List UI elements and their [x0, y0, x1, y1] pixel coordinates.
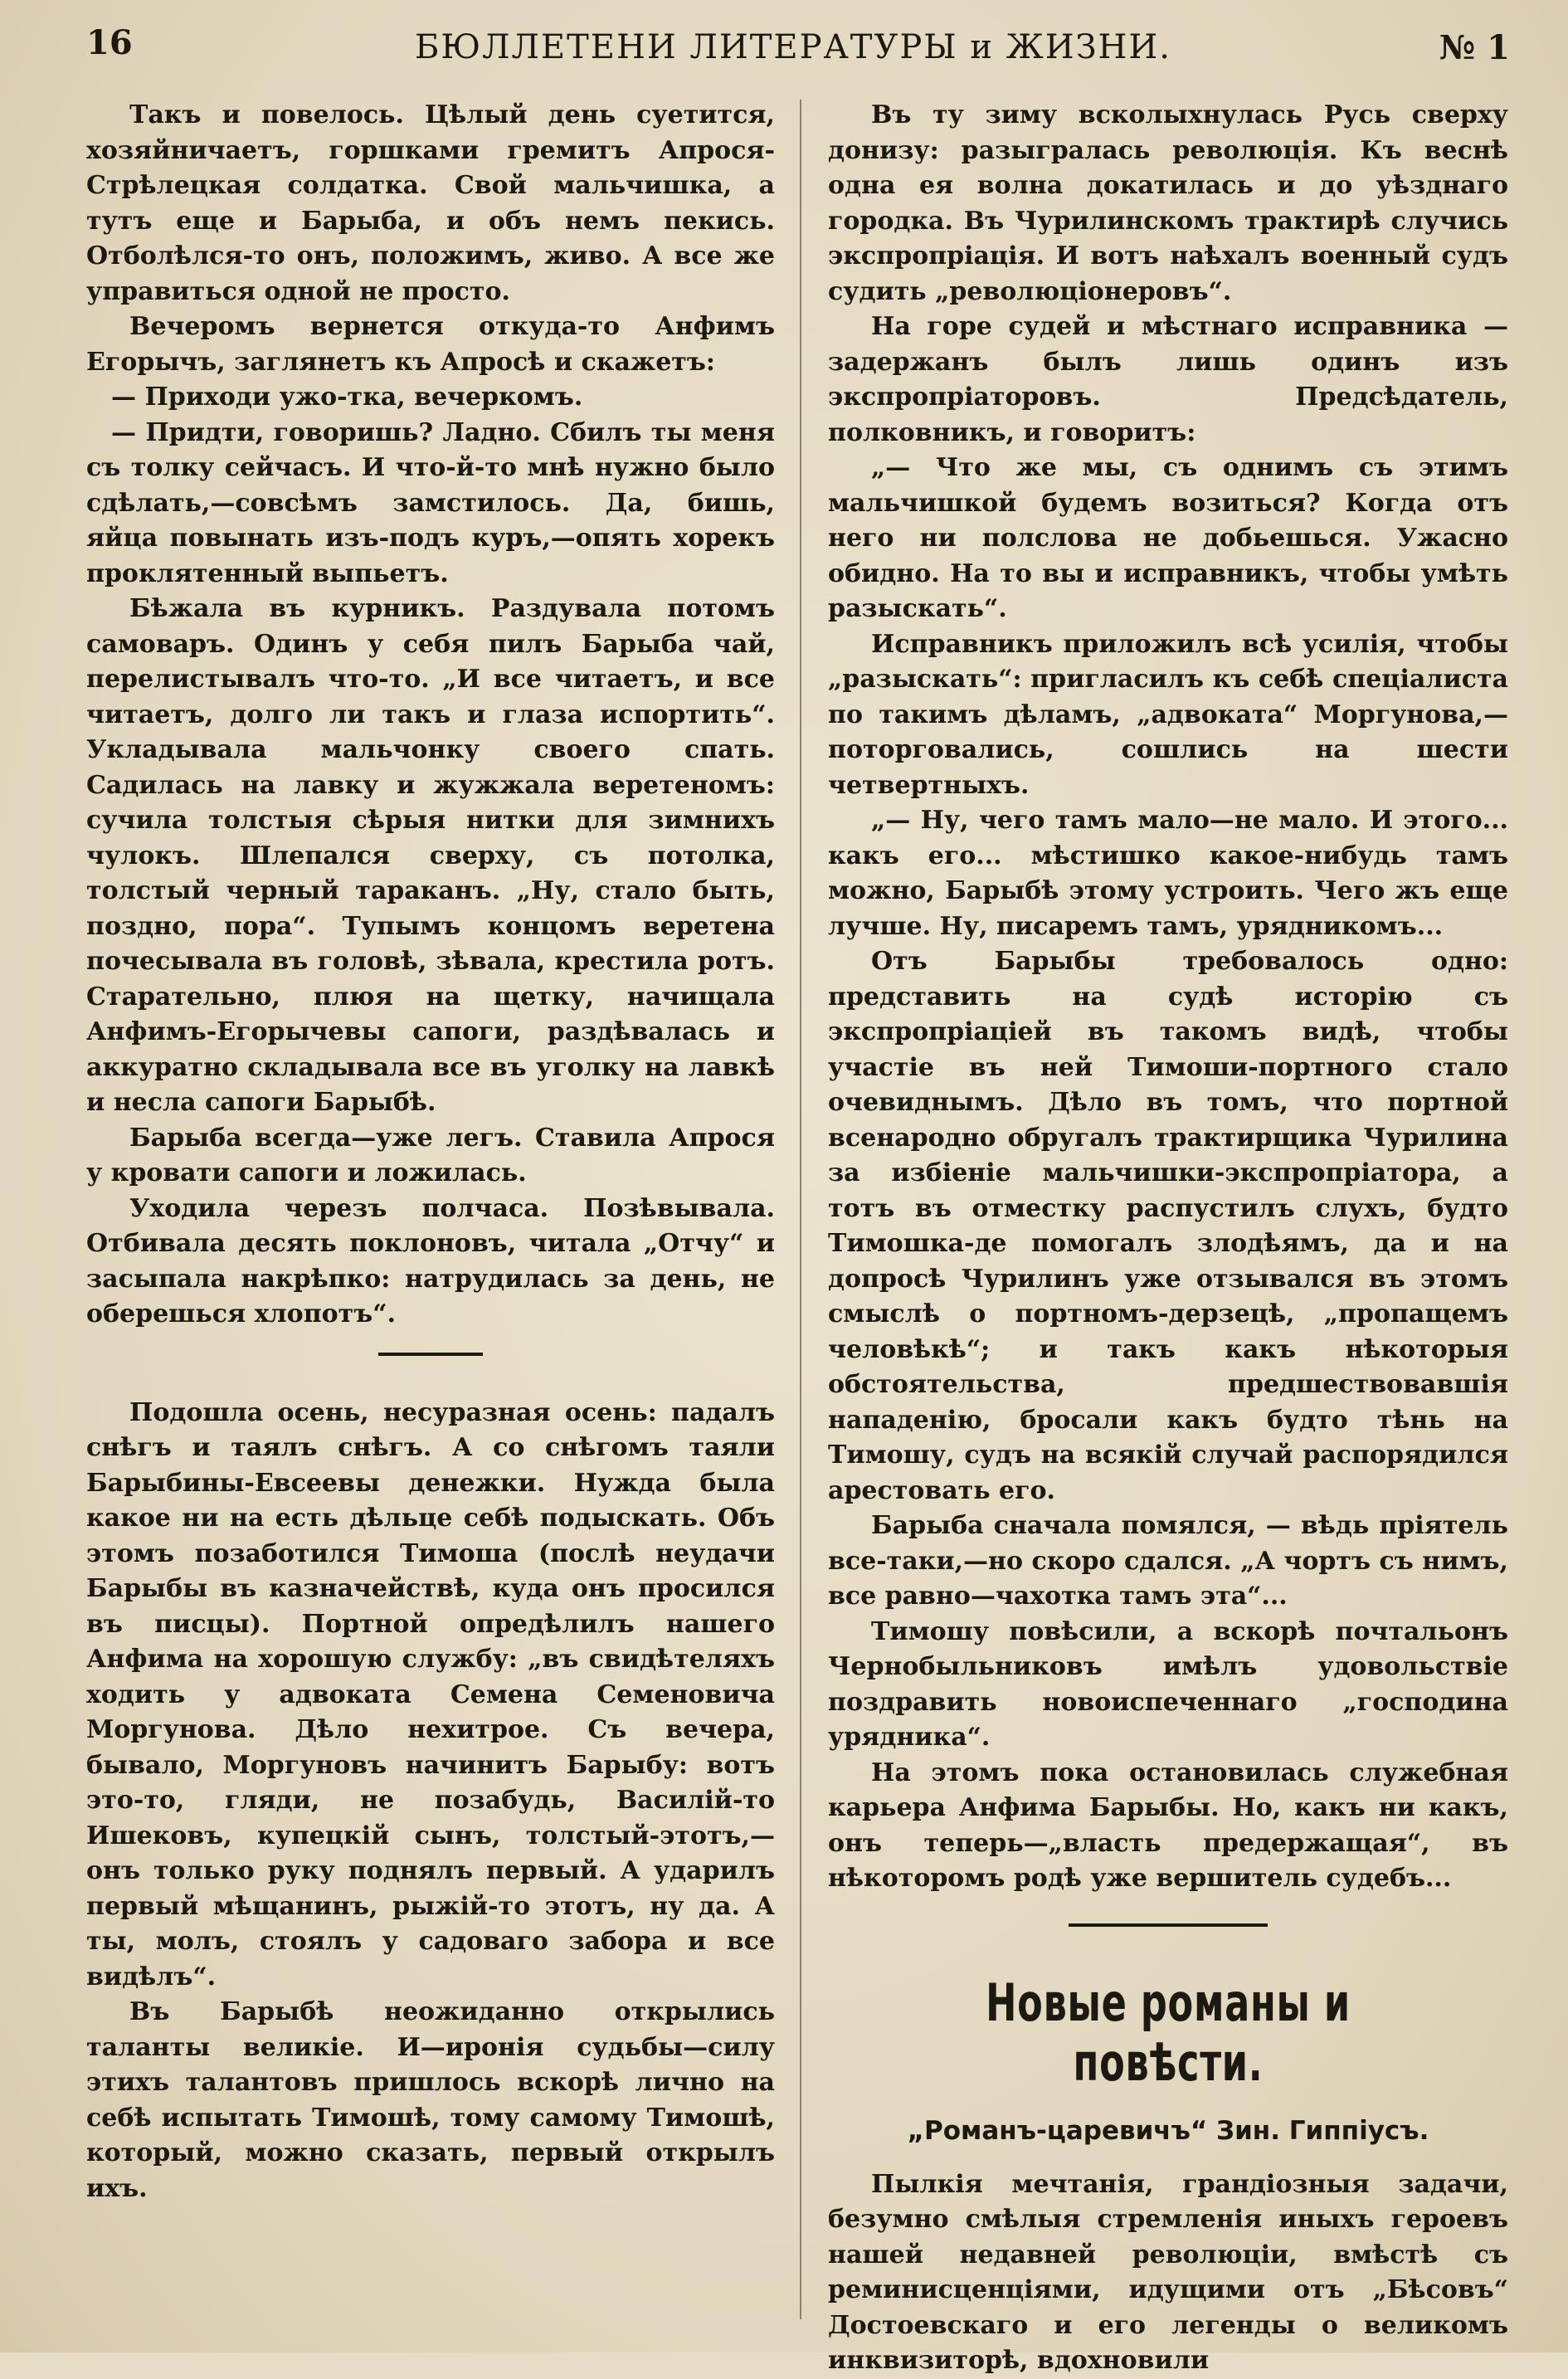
paragraph: Барыба всегда—уже легъ. Ставила Апрося у кровати сапоги и ложилась.: [86, 1123, 775, 1187]
paragraph: Бѣжала въ курникъ. Раздувала потомъ самоваръ. Одинъ у себя пилъ Барыба чай, перелистывалъ что-то. „И все читаетъ, и все читаетъ, долго ли такъ и глаза испортить“. Укладывала мальчонку своего спать. Садилась на лавку и жужжала веретеномъ: сучила толстыя сѣрыя нитки для зимнихъ чулокъ. Шлепался сверху, съ потолка, толстый черный тараканъ. „Ну, стало быть, поздно, пора“. Тупымъ концомъ веретена почесывала въ головѣ, зѣвала, крестила ротъ. Старательно, плюя на щетку, начищала Анфимъ-Егорычевы сапоги, раздѣвалась и аккуратно складывала все въ уголку на лавкѣ и несла сапоги Барыбѣ.: [86, 594, 775, 1117]
paragraph: Подошла осень, несуразная осень: падалъ снѣгъ и таялъ снѣгъ. А со снѣгомъ таяли Барыбины-Евсеевы денежки. Нужда была какое ни на есть дѣльце себѣ подыскать. Объ этомъ позаботился Тимоша (послѣ неудачи Барыбы въ казначействѣ, куда онъ просился въ писцы). Портной опредѣлилъ нашего Анфима на хорошую службу: „въ свидѣтеляхъ ходить у адвоката Семена Семеновича Моргунова. Дѣло нехитрое. Съ вечера, бывало, Моргуновъ начинитъ Барыбу: вотъ это-то, гляди, не позабудь, Василій-то Ишековъ, купецкій сынъ, толстый-этотъ,—онъ только руку поднялъ первый. А ударилъ первый мѣщанинъ, рыжій-то этотъ, ну да. А ты, молъ, стоялъ у садоваго забора и все видѣлъ“.: [86, 1397, 775, 1991]
section-separator: [1069, 1923, 1268, 1927]
paragraph: Такъ и повелось. Цѣлый день суетится, хозяйничаетъ, горшками гремитъ Апрося-Стрѣлецкая солдатка. Свой мальчишка, а тутъ еще и Барыба, и объ немъ пекись. Отболѣлся-то онъ, положимъ, живо. А все же управиться одной не просто.: [86, 100, 775, 306]
paragraph: Исправникъ приложилъ всѣ усилія, чтобы „разыскать“: пригласилъ къ себѣ спеціалиста по такимъ дѣламъ, „адвоката“ Моргунова,— поторговались, сошлись на шести четвертныхъ.: [828, 629, 1508, 800]
column-divider: [800, 100, 801, 2319]
paragraph: Въ ту зиму всколыхнулась Русь сверху донизу: разыгралась революція. Къ веснѣ одна ея волна докатилась и до уѣзднаго городка. Въ Чурилинскомъ трактирѣ случись экспропріація. И вотъ наѣхалъ военный судъ судить „революціонеровъ“.: [828, 100, 1508, 306]
section-heading: Новые романы и повѣсти.: [986, 1972, 1351, 2093]
paragraph: На этомъ пока остановилась служебная карьера Анфима Барыбы. Но, какъ ни какъ, онъ теперь—„власть предержащая“, въ нѣкоторомъ родѣ уже вершитель судебъ...: [828, 1757, 1508, 1893]
paragraph: На горе судей и мѣстнаго исправника — задержанъ былъ лишь одинъ изъ экспропріаторовъ. Предсѣдатель, полковникъ, и говоритъ:: [828, 312, 1508, 447]
review-title: „Романъ-царевичъ“ Зин. Гиппіусъ.: [907, 2115, 1429, 2146]
page-number: 16: [86, 23, 133, 62]
paragraph: „— Ну, чего тамъ мало—не мало. И этого... какъ его... мѣстишко какое-нибудь тамъ можно, Барыбѣ этому устроить. Чего жъ еще лучше. Ну, писаремъ тамъ, урядникомъ...: [828, 806, 1508, 941]
section-separator: [378, 1353, 483, 1356]
issue-number: № 1: [1439, 28, 1510, 67]
dialogue-line: — Придти, говоришь? Ладно. Сбилъ ты меня съ толку сейчасъ. И что-й-то мнѣ нужно было сдѣлать,—совсѣмъ замстилось. Да, бишь, яйца повынать изъ-подъ куръ,—опять хорекъ проклятенный выпьетъ.: [86, 417, 775, 588]
paragraph: Вечеромъ вернется откуда-то Анфимъ Егорычъ, заглянетъ къ Апросѣ и скажетъ:: [86, 312, 775, 377]
dialogue-line: — Приходи ужо-тка, вечеркомъ.: [111, 383, 583, 412]
left-column: [86, 98, 775, 2319]
paragraph: Отъ Барыбы требовалось одно: представить на судѣ исторію съ экспропріаціей въ такомъ видѣ, чтобы участіе въ ней Тимоши-портного стало очевиднымъ. Дѣло въ томъ, что портной всенародно обругалъ трактирщика Чурилина за избіеніе мальчишки-экспропріатора, а тотъ въ отместку распустилъ слухъ, будто Тимошка-де помогалъ злодѣямъ, да и на допросѣ Чурилинъ уже отзывался въ этомъ смыслѣ о портномъ-дерзецѣ, „пропащемъ человѣкѣ“; и такъ какъ нѣкоторыя обстоятельства, предшествовавшія нападенію, бросали какъ будто тѣнь на Тимошу, судъ на всякій случай распорядился арестовать его.: [828, 947, 1508, 1505]
right-column: [828, 98, 1508, 2375]
paragraph: Барыба сначала помялся, — вѣдь пріятель все-таки,—но скоро сдался. „А чортъ съ нимъ, все равно—чахотка тамъ эта“...: [828, 1511, 1508, 1611]
paragraph: „— Что же мы, съ однимъ съ этимъ мальчишкой будемъ возиться? Когда отъ него ни полслова не добьешься. Ужасно обидно. На то вы и исправникъ, чтобы умѣть разыскать“.: [828, 453, 1508, 623]
page-header: [76, 17, 1510, 66]
paragraph: Въ Барыбѣ неожиданно открылись таланты великіе. И—иронія судьбы—силу этихъ талантовъ пришлось вскорѣ лично на себѣ испытать Тимошѣ, тому самому Тимошѣ, который, можно сказать, первый открылъ ихъ.: [86, 1997, 775, 2203]
journal-title: БЮЛЛЕТЕНИ ЛИТЕРАТУРЫ и ЖИЗНИ.: [415, 28, 1171, 66]
paragraph: Пылкія мечтанія, грандіозныя задачи, безумно смѣлыя стремленія иныхъ героевъ нашей недавней революціи, вмѣстѣ съ реминисценціями, идущими отъ „Бѣсовъ“ Достоевскаго и его легенды о великомъ инквизиторѣ, вдохновили: [828, 2169, 1508, 2375]
paragraph: Уходила черезъ полчаса. Позѣвывала. Отбивала десять поклоновъ, читала „Отчу“ и засыпала накрѣпко: натрудилась за день, не оберешься хлопотъ“.: [86, 1193, 775, 1328]
paragraph: Тимошу повѣсили, а вскорѣ почтальонъ Чернобыльниковъ имѣлъ удовольствіе поздравить новоиспеченнаго „господина урядника“.: [828, 1616, 1508, 1752]
